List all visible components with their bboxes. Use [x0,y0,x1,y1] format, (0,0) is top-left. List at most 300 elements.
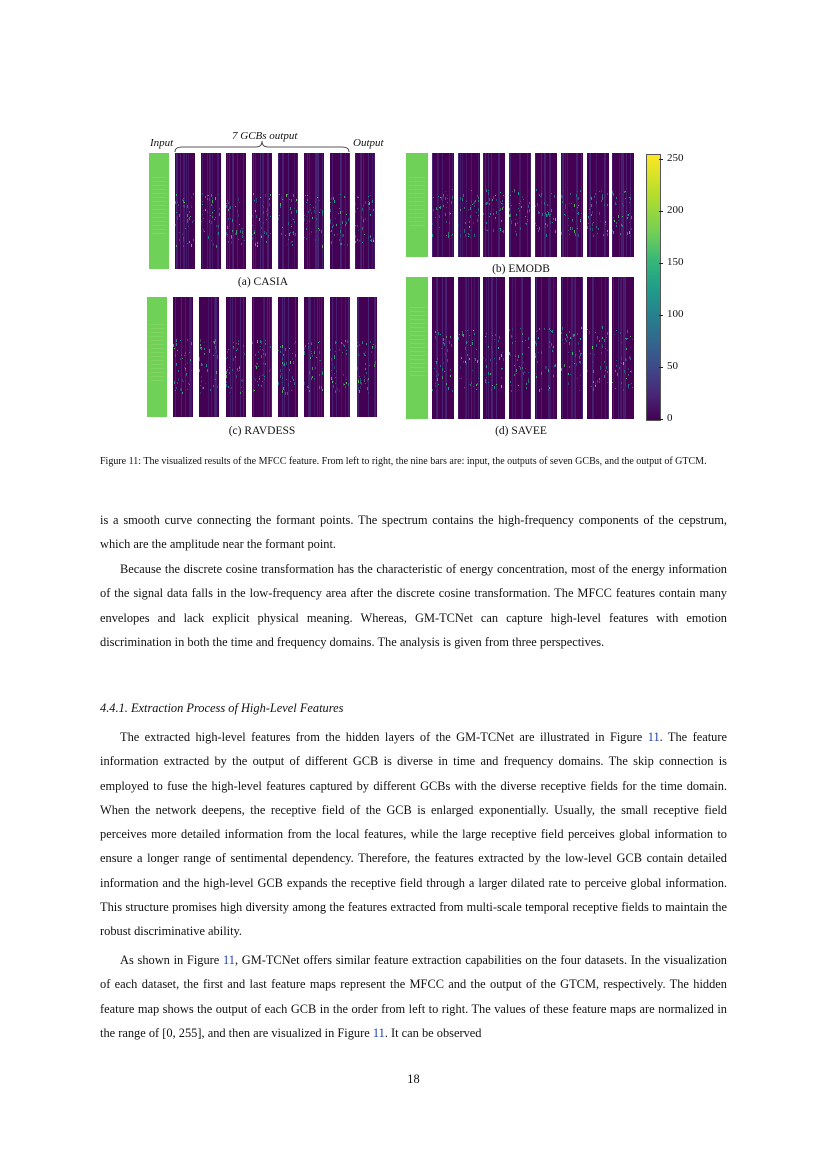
feature-activation [362,341,363,344]
feature-activation [436,362,437,364]
feature-activation [346,214,347,215]
feature-activation [517,359,518,361]
feature-activation [242,391,243,392]
feature-activation [291,199,292,202]
feature-activation [291,224,292,225]
feature-activation [628,387,629,389]
feature-activation [202,364,203,366]
feature-activation [474,333,475,335]
feature-activation [467,342,468,343]
feature-activation [589,209,590,210]
feature-activation [178,378,179,381]
feature-activation [535,356,536,358]
feature-activation [236,232,237,235]
feature-stripe [318,153,319,269]
feature-bar-gcb-1 [173,297,193,417]
feature-activation [200,344,201,346]
feature-activation [316,357,317,358]
feature-activation [595,193,596,195]
feature-activation [488,382,489,383]
feature-activation [342,221,343,224]
feature-activation [371,239,372,242]
feature-activation [293,219,294,220]
feature-stripe [361,153,362,269]
feature-activation [485,359,486,361]
feature-activation [357,196,358,198]
feature-activation [293,379,294,381]
feature-activation [193,239,194,241]
feature-activation [226,384,227,387]
feature-activation [364,379,365,382]
paragraph-4-text-c: . It can be observed [384,1025,482,1040]
feature-activation [233,358,234,361]
feature-activation [182,199,183,201]
feature-activation [465,347,466,350]
feature-activation [629,231,630,234]
feature-activation [258,384,259,386]
feature-activation [177,202,178,203]
feature-activation [339,208,340,209]
feature-activation [226,358,227,359]
feature-activation [215,346,216,349]
figure-ref-link[interactable]: 11 [647,730,660,744]
feature-activation [512,336,513,337]
feature-activation [523,199,524,200]
feature-activation [322,389,323,391]
feature-bar-input [149,153,169,269]
feature-activation [460,197,461,200]
feature-stripe [243,153,244,269]
feature-activation [285,348,286,351]
feature-activation [493,213,494,215]
feature-activation [511,390,512,392]
feature-activation [434,368,435,369]
feature-activation [373,209,374,211]
feature-activation [523,373,524,375]
feature-activation [518,208,519,209]
feature-activation [183,381,184,382]
feature-activation [515,355,516,356]
feature-activation [255,244,256,246]
feature-activation [472,204,473,205]
feature-activation [227,357,228,358]
feature-activation [202,204,203,205]
feature-activation [620,332,621,334]
feature-activation [216,371,217,374]
feature-activation [269,198,270,200]
feature-activation [623,362,624,365]
feature-activation [318,342,319,343]
feature-activation [617,373,618,376]
panel-label-casia: (a) CASIA [237,276,289,288]
feature-activation [458,337,459,340]
feature-activation [187,214,188,217]
feature-activation [470,230,471,231]
feature-activation [510,203,511,204]
feature-activation [443,362,444,364]
feature-activation [501,377,502,379]
feature-activation [339,239,340,241]
feature-activation [548,369,549,372]
feature-activation [374,348,375,349]
feature-activation [255,354,256,356]
feature-stripe [229,153,230,269]
feature-activation [612,382,613,383]
feature-activation [269,203,270,206]
feature-activation [624,370,625,373]
feature-activation [616,360,617,361]
feature-activation [581,213,582,214]
feature-activation [263,350,264,351]
feature-stripe [541,277,542,419]
feature-activation [244,353,245,355]
feature-activation [580,361,581,364]
feature-activation [442,376,443,379]
feature-activation [304,351,305,354]
feature-activation [280,203,281,206]
feature-activation [528,337,529,340]
feature-activation [315,239,316,241]
feature-activation [613,193,614,196]
feature-activation [282,345,283,348]
colorbar-tick [659,159,663,160]
feature-activation [189,211,190,213]
feature-activation [347,244,348,246]
feature-activation [539,389,540,392]
feature-activation [176,212,177,213]
feature-activation [319,360,320,361]
feature-activation [503,358,504,361]
feature-stripe [550,153,551,257]
feature-activation [340,243,341,245]
feature-activation [258,366,259,367]
feature-activation [510,354,511,356]
feature-activation [449,212,450,215]
feature-activation [178,204,179,206]
feature-activation [485,227,486,229]
feature-activation [549,328,550,330]
feature-activation [524,371,525,373]
feature-bar-gcb-1 [175,153,195,269]
feature-stripe [576,153,577,257]
feature-activation [175,390,176,391]
feature-activation [615,370,616,372]
feature-activation [175,354,176,357]
feature-activation [501,354,502,357]
feature-activation [260,346,261,347]
feature-activation [512,328,513,331]
feature-activation [490,359,491,361]
colorbar-tick-label: 100 [667,308,684,321]
feature-activation [334,200,335,203]
feature-stripe [309,153,310,269]
feature-activation [470,236,471,238]
feature-activation [515,341,516,342]
feature-activation [626,338,627,340]
feature-activation [493,229,494,232]
feature-activation [238,343,239,345]
feature-activation [596,226,597,228]
feature-activation [262,381,263,382]
feature-activation [363,205,364,206]
feature-activation [570,193,571,195]
feature-stripe [375,297,376,417]
feature-stripe [488,153,489,257]
feature-activation [177,350,178,351]
feature-stripe [215,297,216,417]
feature-bar-gcb-2 [458,153,480,257]
feature-stripe [499,153,500,257]
feature-activation [511,205,512,206]
feature-activation [232,230,233,232]
feature-activation [269,370,270,372]
feature-activation [227,234,228,235]
feature-activation [494,386,495,389]
feature-activation [515,231,516,232]
feature-activation [212,213,213,214]
feature-activation [528,372,529,373]
feature-activation [241,387,242,388]
feature-activation [232,219,233,222]
feature-activation [199,369,200,372]
feature-activation [212,212,213,213]
feature-activation [623,205,624,207]
feature-activation [577,191,578,192]
feature-stripe [437,277,438,419]
feature-activation [630,235,631,237]
feature-activation [575,354,576,357]
feature-activation [227,226,228,229]
feature-stripe [218,153,219,269]
feature-activation [435,331,436,333]
feature-stripe [315,153,316,269]
feature-stripe [486,277,487,419]
feature-activation [178,370,179,372]
feature-activation [450,213,451,214]
feature-activation [536,189,537,191]
feature-activation [516,369,517,372]
feature-activation [283,364,284,366]
feature-activation [310,204,311,205]
feature-activation [536,225,537,226]
feature-activation [460,209,461,211]
feature-activation [528,380,529,383]
feature-activation [355,203,356,205]
feature-activation [282,199,283,200]
feature-activation [591,214,592,216]
feature-activation [319,200,320,201]
feature-activation [316,225,317,227]
feature-activation [478,215,479,216]
feature-stripe [460,153,461,257]
feature-activation [176,387,177,389]
feature-activation [259,376,260,377]
feature-stripe [549,277,550,419]
feature-activation [486,333,487,334]
feature-activation [244,240,245,241]
feature-stripe [515,277,516,419]
feature-activation [493,196,494,199]
feature-activation [296,210,297,213]
feature-bar-input [406,153,428,257]
feature-activation [242,235,243,238]
feature-activation [460,366,461,369]
feature-activation [445,213,446,216]
feature-activation [597,233,598,234]
feature-stripe [468,277,469,419]
feature-activation [522,341,523,342]
feature-activation [509,208,510,210]
feature-activation [229,392,230,393]
feature-activation [627,217,628,219]
feature-activation [488,190,489,191]
feature-activation [333,381,334,382]
feature-activation [370,195,371,196]
feature-activation [629,222,630,223]
feature-stripe [442,277,443,419]
feature-activation [209,198,210,201]
feature-activation [516,214,517,215]
feature-stripe [545,153,546,257]
feature-activation [308,211,309,213]
feature-activation [459,334,460,335]
feature-activation [252,237,253,240]
feature-activation [621,342,622,343]
feature-activation [279,194,280,195]
feature-activation [470,215,471,218]
feature-activation [238,239,239,240]
feature-activation [539,328,540,330]
figure-ref-link[interactable]: 11 [223,953,235,967]
feature-activation [446,355,447,356]
feature-activation [630,194,631,196]
feature-activation [447,195,448,196]
feature-activation [445,191,446,192]
feature-activation [471,190,472,191]
feature-activation [363,219,364,222]
feature-activation [577,333,578,335]
feature-stripe [563,153,564,257]
feature-stripe [264,297,265,417]
feature-stripe [297,153,298,269]
feature-activation [571,203,572,204]
feature-bar-input [406,277,428,419]
feature-activation [347,340,348,343]
feature-bar-gcb-7 [587,153,609,257]
feature-activation [207,369,208,372]
feature-stripe [284,297,285,417]
feature-activation [541,388,542,390]
gcb-brace [174,140,350,154]
feature-activation [615,388,616,389]
feature-activation [283,354,284,356]
feature-stripe [483,153,484,257]
feature-activation [368,392,369,394]
feature-activation [578,212,579,215]
feature-activation [261,341,262,344]
feature-activation [620,233,621,235]
feature-activation [290,232,291,233]
feature-activation [342,234,343,237]
figure-ref-link[interactable]: 11 [372,1025,385,1040]
feature-activation [374,364,375,367]
feature-stripe [601,277,602,419]
feature-activation [495,334,496,336]
feature-stripe [550,277,551,419]
feature-activation [368,196,369,197]
feature-activation [576,363,577,366]
feature-activation [204,367,205,368]
feature-activation [514,365,515,366]
feature-activation [562,195,563,198]
feature-activation [470,345,471,346]
feature-bar-gcb-4 [509,153,531,257]
feature-activation [466,362,467,365]
feature-activation [521,206,522,208]
feature-stripe [608,277,609,419]
feature-activation [285,392,286,395]
feature-activation [226,371,227,374]
feature-activation [293,194,294,197]
feature-activation [191,205,192,208]
feature-activation [472,340,473,341]
feature-activation [599,212,600,215]
feature-activation [527,221,528,222]
paragraph-1 [100,508,727,557]
feature-activation [565,207,566,209]
feature-activation [335,391,336,393]
feature-activation [512,191,513,192]
feature-activation [465,222,466,224]
feature-activation [202,193,203,195]
feature-activation [580,375,581,376]
feature-activation [483,213,484,215]
feature-activation [566,340,567,342]
feature-activation [590,353,591,354]
feature-activation [450,336,451,338]
feature-activation [552,351,553,352]
feature-activation [549,387,550,389]
feature-activation [207,211,208,213]
feature-stripe [209,153,210,269]
feature-activation [577,378,578,379]
feature-activation [236,350,237,351]
feature-stripe [618,277,619,419]
feature-activation [218,225,219,228]
feature-activation [440,334,441,335]
feature-activation [581,327,582,329]
feature-activation [433,209,434,211]
feature-activation [263,374,264,376]
feature-activation [320,360,321,361]
feature-activation [233,342,234,343]
feature-activation [289,233,290,236]
feature-activation [596,344,597,347]
feature-activation [240,230,241,233]
feature-activation [336,224,337,226]
feature-activation [580,190,581,192]
feature-activation [294,343,295,344]
feature-activation [623,389,624,391]
feature-activation [503,230,504,233]
feature-stripe [288,153,289,269]
feature-activation [520,201,521,202]
feature-activation [231,235,232,238]
feature-activation [490,213,491,215]
feature-stripe [621,153,622,257]
feature-activation [343,234,344,237]
feature-activation [187,243,188,244]
